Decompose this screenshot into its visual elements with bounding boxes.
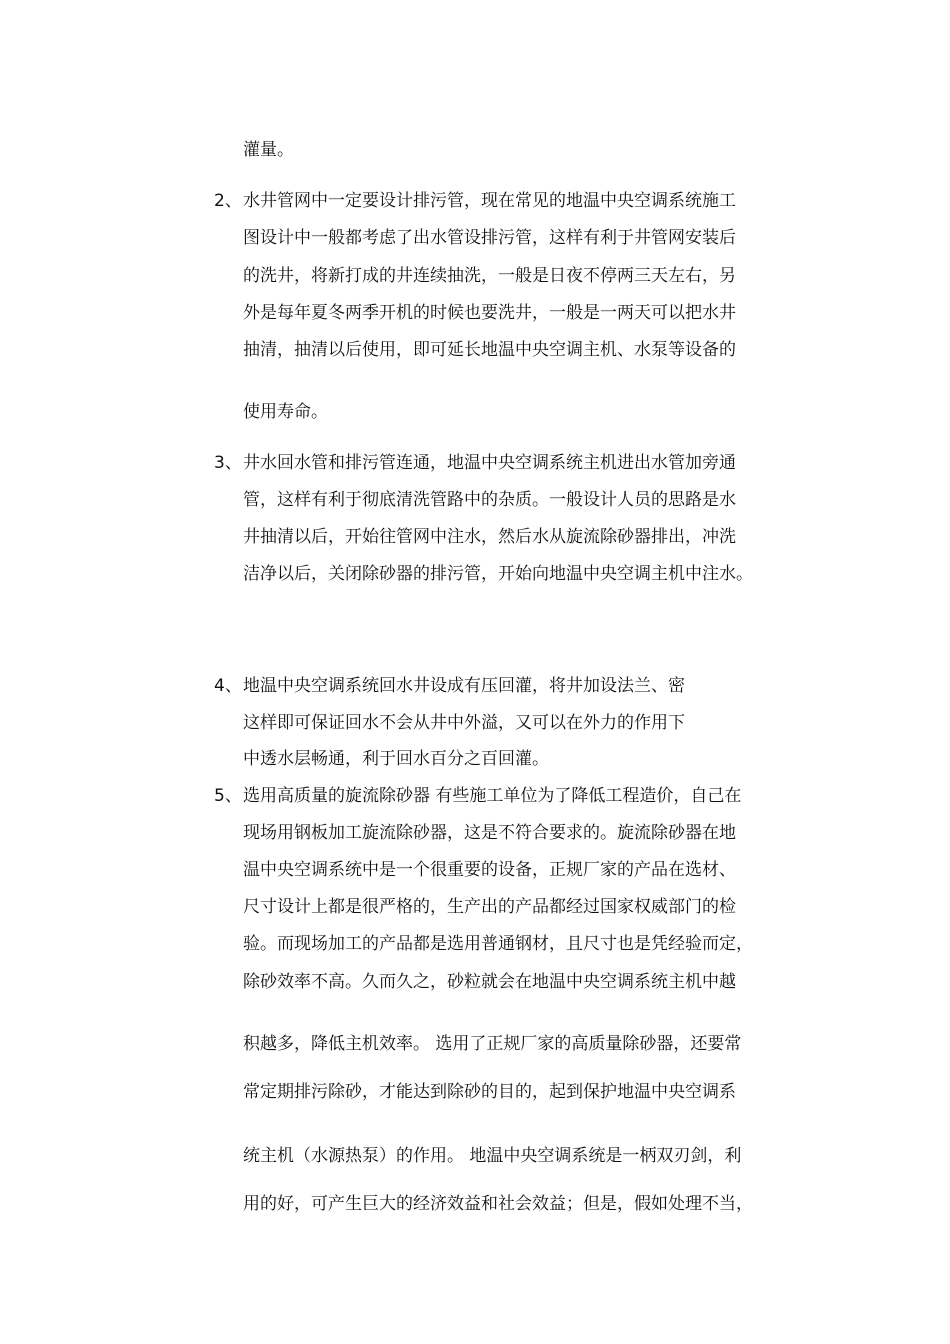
intro-tail-text: 灌量。 bbox=[243, 140, 294, 160]
item-4-line-3: 中透水层畅通，利于回水百分之百回灌。 bbox=[243, 749, 549, 769]
item-5-line-4: 尺寸设计上都是很严格的，生产出的产品都经过国家权威部门的检 bbox=[243, 897, 736, 917]
item-3-line-1: 井水回水管和排污管连通，地温中央空调系统主机进出水管加旁通 bbox=[243, 453, 736, 473]
item-3-line-4: 洁净以后，关闭除砂器的排污管，开始向地温中央空调主机中注水。 bbox=[243, 564, 753, 584]
item-3-line-2: 管，这样有利于彻底清洗管路中的杂质。一般设计人员的思路是水 bbox=[243, 490, 736, 510]
item-2-line-3: 的洗井，将新打成的井连续抽洗，一般是日夜不停两三天左右，另 bbox=[243, 266, 736, 286]
item-5-line-5: 验。而现场加工的产品都是选用普通钢材，且尺寸也是凭经验而定， bbox=[243, 934, 753, 954]
item-5-line-8: 常定期排污除砂，才能达到除砂的目的，起到保护地温中央空调系 bbox=[243, 1082, 736, 1102]
item-5-line-2: 现场用钢板加工旋流除砂器，这是不符合要求的。旋流除砂器在地 bbox=[243, 823, 736, 843]
item-2-line-2: 图设计中一般都考虑了出水管设排污管，这样有利于井管网安装后 bbox=[243, 228, 736, 248]
item-2-line-6: 使用寿命。 bbox=[243, 402, 328, 422]
item-5-line-10: 用的好，可产生巨大的经济效益和社会效益；但是，假如处理不当， bbox=[243, 1194, 753, 1214]
item-2-number: 2、 bbox=[214, 191, 242, 211]
item-2-line-1: 水井管网中一定要设计排污管，现在常见的地温中央空调系统施工 bbox=[243, 191, 736, 211]
item-5-line-3: 温中央空调系统中是一个很重要的设备，正规厂家的产品在选材、 bbox=[243, 860, 736, 880]
item-3-number: 3、 bbox=[214, 453, 242, 473]
item-2-line-5: 抽清，抽清以后使用，即可延长地温中央空调主机、水泵等设备的 bbox=[243, 340, 736, 360]
item-4-line-1: 地温中央空调系统回水井设成有压回灌，将井加设法兰、密 bbox=[243, 676, 685, 696]
item-5-line-6: 除砂效率不高。久而久之，砂粒就会在地温中央空调系统主机中越 bbox=[243, 972, 736, 992]
item-5-line-7: 积越多，降低主机效率。 选用了正规厂家的高质量除砂器，还要常 bbox=[243, 1034, 742, 1054]
item-4-line-2: 这样即可保证回水不会从井中外溢，又可以在外力的作用下 bbox=[243, 713, 685, 733]
item-5-line-1: 选用高质量的旋流除砂器 有些施工单位为了降低工程造价，自己在 bbox=[243, 786, 742, 806]
item-3-line-3: 井抽清以后，开始往管网中注水，然后水从旋流除砂器排出，冲洗 bbox=[243, 527, 736, 547]
item-5-number: 5、 bbox=[214, 786, 242, 806]
item-4-number: 4、 bbox=[214, 676, 242, 696]
item-2-line-4: 外是每年夏冬两季开机的时候也要洗井，一般是一两天可以把水井 bbox=[243, 303, 736, 323]
item-5-line-9: 统主机（水源热泵）的作用。 地温中央空调系统是一柄双刃剑，利 bbox=[243, 1146, 742, 1166]
